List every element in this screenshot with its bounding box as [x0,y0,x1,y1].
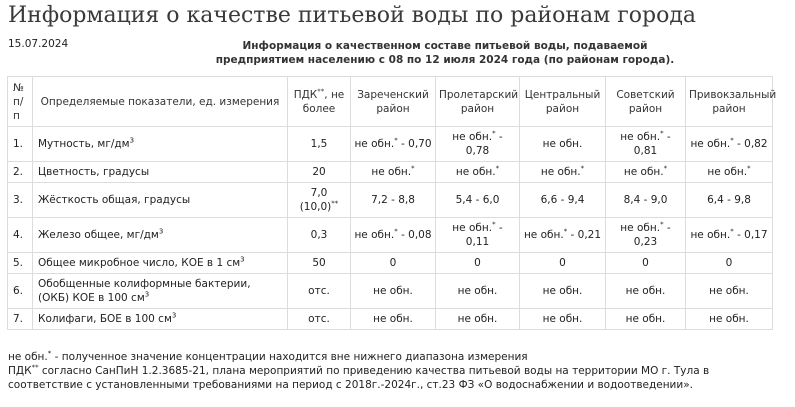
district-value: не обн. [520,127,606,162]
header-num: № п/п [8,77,33,127]
district-value: не обн. [436,274,520,309]
pdk-value: 20 [288,162,351,183]
district-value: 0 [606,253,686,274]
district-value: 6,4 - 9,8 [686,183,773,218]
district-value: 7,2 - 8,8 [351,183,436,218]
parameter-name: Цветность, градусы [33,162,288,183]
parameter-name: Мутность, $мг/дм^3$ [33,127,288,162]
footnote-pdk: ПДК** согласно СанПиН 1.2.3685-21, плана мероприятий по приведению качества питьевой воды на территории МО г. Тула в [8,363,710,377]
pdk-value: 7,0 (10,0)** [288,183,351,218]
table-row [8,218,773,253]
parameter-name: Железо общее, $мг/дм^3$ [33,218,288,253]
row-number: 1. [8,127,33,162]
district-value: 0 [351,253,436,274]
parameter-name: Обобщенные колиформные бактерии, (ОКБ) КОЕ в 100 $см^3$ [33,274,288,309]
district-value: не обн.* - 0,21 [520,218,606,253]
district-value: не обн. [606,274,686,309]
pdk-value: 50 [288,253,351,274]
district-value: 0 [436,253,520,274]
subtitle-line-2: предприятием населению с 08 по 12 июля 2024 года (по районам города). [215,54,675,66]
district-value: не обн.* - 0,82 [686,127,773,162]
publication-date: 15.07.2024 [8,38,69,50]
district-value: 5,4 - 6,0 [436,183,520,218]
parameter-name: Колифаги, БОЕ в 100 $см^3$ [33,309,288,330]
district-value: не обн.* - 0,17 [686,218,773,253]
header-row [8,77,773,127]
parameter-name: Жёсткость общая, градусы [33,183,288,218]
row-number: 6. [8,274,33,309]
district-value: не обн.* - 0,23 [606,218,686,253]
row-number: 4. [8,218,33,253]
district-value: не обн. [686,309,773,330]
district-value: не обн. [351,309,436,330]
district-value: 0 [686,253,773,274]
district-value: не обн. [351,274,436,309]
page-title: Информация о качестве питьевой воды по районам города [8,3,696,28]
district-value: не обн. [606,309,686,330]
pdk-value: отс. [288,309,351,330]
district-value: не обн.* - 0,70 [351,127,436,162]
row-number: 2. [8,162,33,183]
row-number: 7. [8,309,33,330]
footnote-not-detected: не обн.* - полученное значение концентрации находится вне нижнего диапазона измерения [8,349,528,363]
table-row [8,183,773,218]
water-quality-table [7,76,777,330]
row-number: 3. [8,183,33,218]
footnote-pdk-continued: соответствие с установленными требованиями на период с 2018г.-2024г., ст.23 ФЗ «О водоснабжении и водоотведении». [8,379,693,391]
district-value: не обн. [520,309,606,330]
header-district-zarechensky: Зареченский район [351,77,436,127]
pdk-value: отс. [288,274,351,309]
header-parameter: Определяемые показатели, ед. измерения [33,77,288,127]
subtitle-line-1: Информация о качественном составе питьевой воды, подаваемой [242,40,648,52]
district-value: не обн.* [520,162,606,183]
table-row [8,274,773,309]
table-subtitle [150,39,740,67]
district-value: не обн. [686,274,773,309]
header-district-privokzalny: Привокзальный район [686,77,773,127]
district-value: не обн. [436,309,520,330]
district-value: 8,4 - 9,0 [606,183,686,218]
pdk-value: 1,5 [288,127,351,162]
district-value: не обн.* - 0,81 [606,127,686,162]
table-row [8,127,773,162]
district-value: не обн.* [436,162,520,183]
district-value: не обн.* - 0,11 [436,218,520,253]
district-value: не обн.* [606,162,686,183]
header-pdk: ПДК**, не более [288,77,351,127]
district-value: не обн.* [351,162,436,183]
district-value: 0 [520,253,606,274]
district-value: не обн.* [686,162,773,183]
table-row [8,253,773,274]
header-district-proletarsky: Пролетарский район [436,77,520,127]
district-value: не обн. [520,274,606,309]
table-row [8,162,773,183]
district-value: 6,6 - 9,4 [520,183,606,218]
header-district-centralny: Центральный район [520,77,606,127]
footnotes [8,350,709,392]
pdk-value: 0,3 [288,218,351,253]
table-row [8,309,773,330]
district-value: не обн.* - 0,08 [351,218,436,253]
row-number: 5. [8,253,33,274]
district-value: не обн.* - 0,78 [436,127,520,162]
header-district-sovetsky: Советский район [606,77,686,127]
parameter-name: Общее микробное число, КОЕ в 1 $см^3$ [33,253,288,274]
